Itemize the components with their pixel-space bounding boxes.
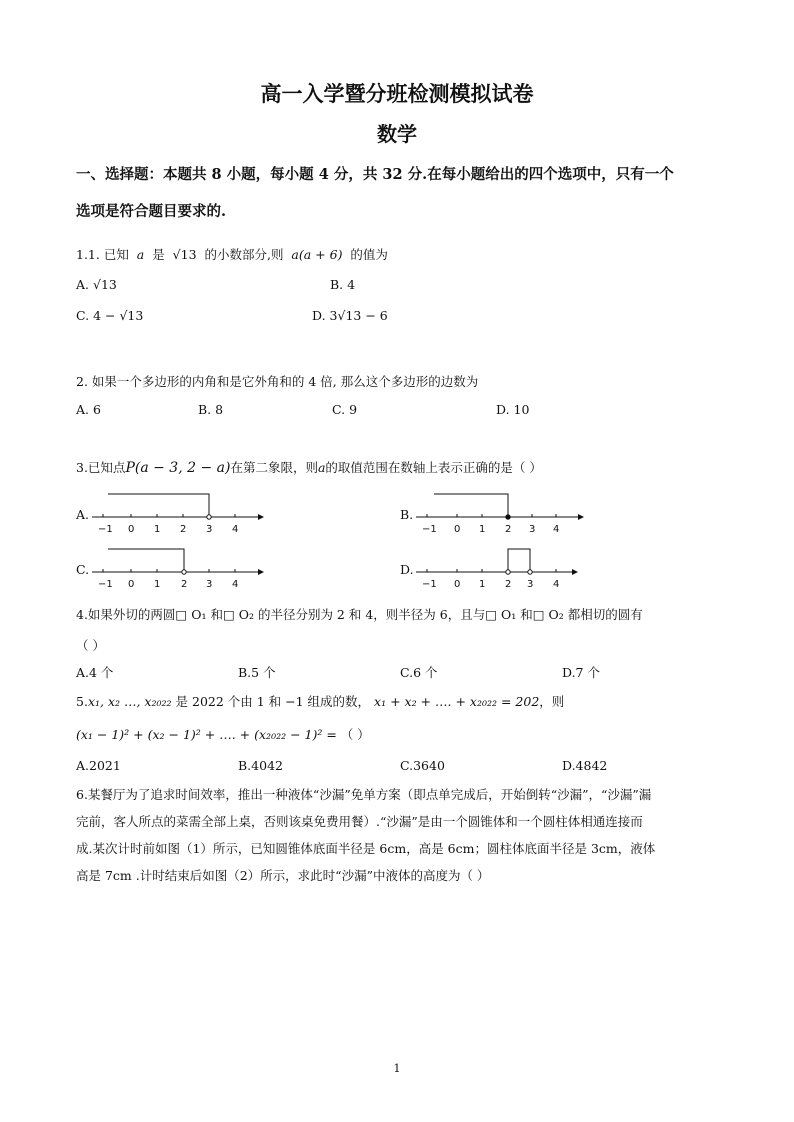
question-3-option-d[interactable]: D. [400,562,414,577]
number-line-d [414,545,589,590]
page-number: 1 [393,1062,401,1075]
tick-label: 4 [232,524,239,535]
exam-title: 高一入学暨分班检测模拟试卷 [260,81,534,106]
tick-label: 1 [154,524,161,535]
tick-label: 1 [479,524,486,535]
question-6-line3: 成.某次计时前如图（1）所示，已知圆锥体底面半径是 6cm，高是 6cm；圆柱体底面半径是 3cm，液体 [76,841,656,856]
tick-label: 0 [454,524,461,535]
question-5-option-c[interactable]: C.3640 [400,758,445,773]
tick-label: 4 [553,579,560,590]
question-1-option-a[interactable]: A. √13 [76,277,117,292]
question-1-stem: 1.1. 已知 a 是 √13 的小数部分,则 a(a + 6) 的值为 [76,247,388,262]
question-3-option-c[interactable]: C. [76,562,90,577]
question-2-option-b[interactable]: B. 8 [198,402,224,417]
question-5-option-a[interactable]: A.2021 [76,758,121,773]
question-1-option-d[interactable]: D. 3√13 − 6 [312,308,388,323]
question-4-paren: （ ） [76,638,105,653]
tick-label: 2 [505,524,512,535]
question-6-line2: 完前，客人所点的菜需全部上桌，否则该桌免费用餐）.“沙漏”是由一个圆锥体和一个圆柱体相通连接而 [76,814,643,829]
tick-label: 2 [181,579,188,590]
number-line-b [414,490,589,535]
question-4-stem: 4.如果外切的两圆□ O₁ 和□ O₂ 的半径分别为 2 和 4，则半径为 6，且与□ O₁ 和□ O₂ 都相切的圆有 [76,607,643,622]
question-1-option-c[interactable]: C. 4 − √13 [76,308,144,323]
question-2-stem: 2. 如果一个多边形的内角和是它外角和的 4 倍, 那么这个多边形的边数为 [76,374,479,389]
question-3-stem: 3.已知点P(a − 3, 2 − a)在第二象限，则a的取值范围在数轴上表示正确的是（ ） [76,460,542,476]
question-3-option-b[interactable]: B. [400,507,414,522]
tick-label: 0 [128,524,135,535]
tick-label: 1 [154,579,161,590]
tick-label: 3 [206,579,213,590]
question-5-stem: 5.x₁, x₂ …, x₂₀₂₂ 是 2022 个由 1 和 −1 组成的数， x₁ + x₂ + …. + x₂₀₂₂ = 202，则 [76,694,565,709]
tick-label: 3 [529,524,536,535]
section-header-line1: 一、选择题：本题共 8 小题，每小题 4 分，共 32 分.在每小题给出的四个选项中，只有一个 [76,166,674,183]
tick-label: 4 [553,524,560,535]
question-5-option-b[interactable]: B.4042 [238,758,283,773]
tick-label: 0 [128,579,135,590]
question-4-option-c[interactable]: C.6 个 [400,665,438,680]
question-4-option-d[interactable]: D.7 个 [562,665,600,680]
number-line-c [90,545,265,590]
question-1-option-b[interactable]: B. 4 [330,277,356,292]
tick-label: −1 [422,524,437,535]
tick-label: −1 [422,579,437,590]
tick-label: 2 [180,524,187,535]
question-2-option-c[interactable]: C. 9 [332,402,358,417]
tick-label: 2 [505,579,512,590]
tick-label: −1 [98,579,113,590]
number-line-a [90,490,265,535]
question-5-expression: (x₁ − 1)² + (x₂ − 1)² + …. + (x₂₀₂₂ − 1)² = （ ） [76,727,370,742]
tick-label: 4 [232,579,239,590]
question-6-line4: 高是 7cm .计时结束后如图（2）所示，求此时“沙漏”中液体的高度为（ ） [76,868,490,883]
question-4-option-b[interactable]: B.5 个 [238,665,276,680]
subject-title: 数学 [377,122,417,146]
question-2-option-a[interactable]: A. 6 [76,402,101,417]
question-6-line1: 6.某餐厅为了追求时间效率，推出一种液体“沙漏”免单方案（即点单完成后，开始倒转“沙漏”，“沙漏”漏 [76,787,652,802]
tick-label: 1 [479,579,486,590]
question-2-option-d[interactable]: D. 10 [496,402,530,417]
question-5-option-d[interactable]: D.4842 [562,758,608,773]
tick-label: −1 [98,524,113,535]
question-3-option-a[interactable]: A. [76,507,90,522]
tick-label: 3 [206,524,213,535]
tick-label: 3 [527,579,534,590]
tick-label: 0 [454,579,461,590]
question-4-option-a[interactable]: A.4 个 [76,665,114,680]
section-header-line2: 选项是符合题目要求的. [76,203,227,220]
